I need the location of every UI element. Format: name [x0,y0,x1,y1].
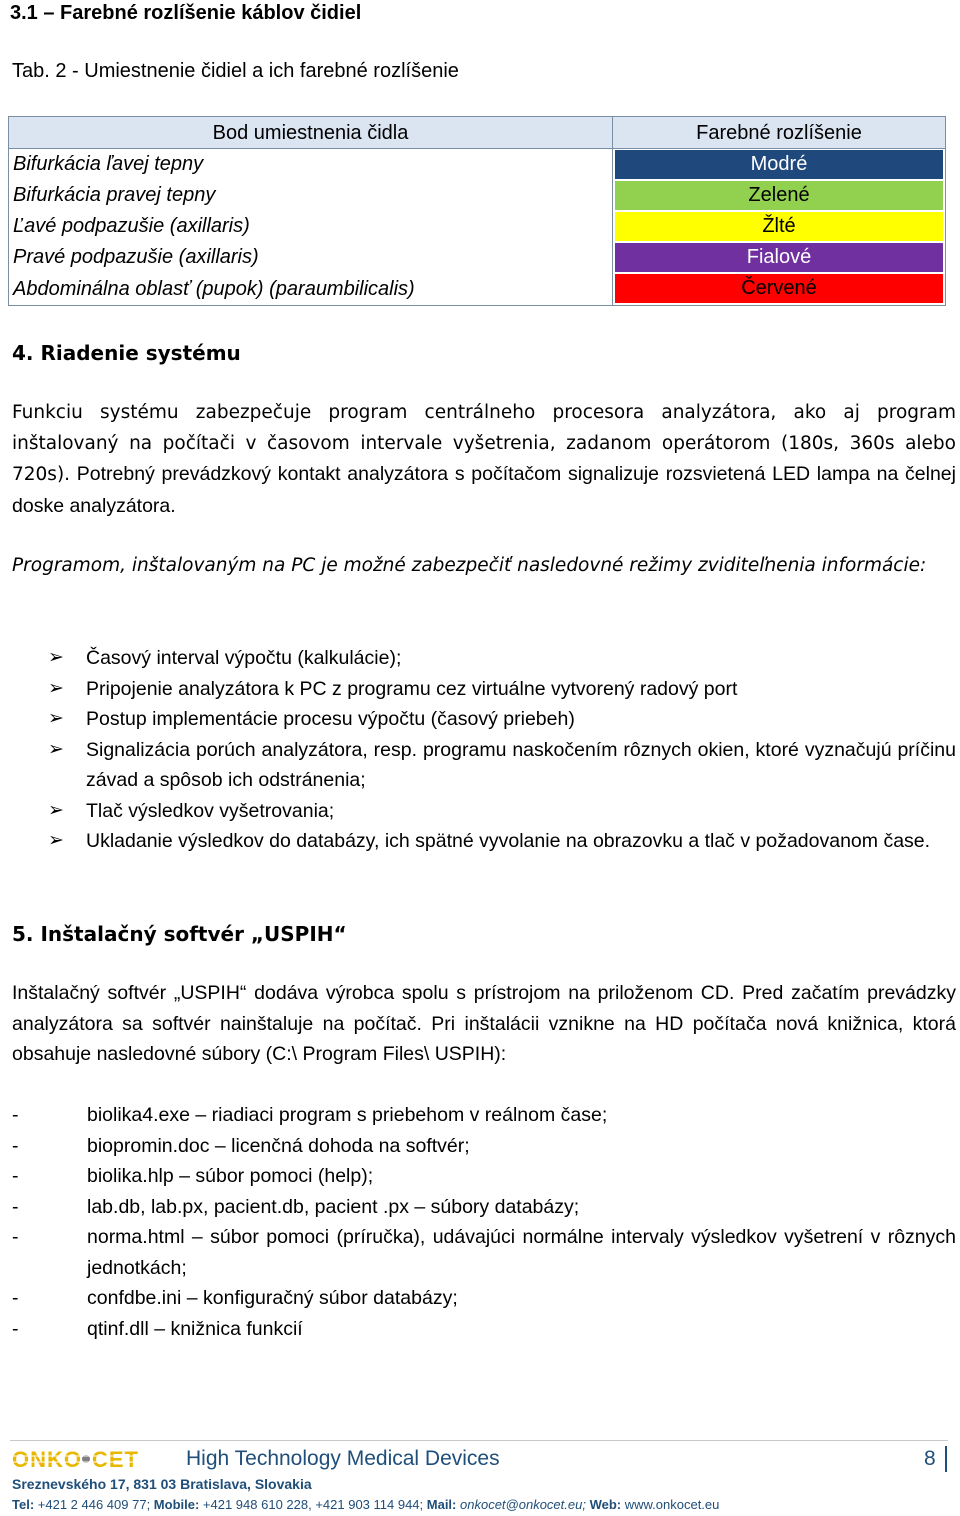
color-cell-yellow: Žlté [615,212,943,241]
svg-text:ONKO: ONKO [12,1447,82,1471]
list-item: - qtinf.dll – knižnica funkcií [12,1317,303,1340]
mobile-value: +421 948 610 228, +421 903 114 944; [199,1497,427,1512]
color-cell-purple: Fialové [615,243,943,272]
onkocet-logo [12,1447,158,1471]
footer-address: Sreznevského 17, 831 03 Bratislava, Slovakia [12,1476,312,1492]
list-item: ➢ Pripojenie analyzátora k PC z programu cez virtuálne vytvorený radový port [48,674,956,705]
table-row-location: Bifurkácia pravej tepny [13,184,216,206]
logo-graphic [12,1447,158,1471]
list-item: ➢ Postup implementácie procesu výpočtu (časový priebeh) [48,704,956,735]
color-cell-red: Červené [615,274,943,303]
section-heading: 3.1 – Farebné rozlíšenie káblov čidiel [10,2,362,24]
feature-list [48,643,956,857]
list-item: - confdbe.ini – konfiguračný súbor databázy; [12,1287,458,1309]
arrow-bullet-icon: ➢ [48,677,64,699]
arrow-bullet-icon: ➢ [48,738,64,760]
arrow-bullet-icon: ➢ [48,799,64,821]
table-row-location: Abdominálna oblasť (pupok) (paraumbilicalis) [13,278,415,300]
list-item: ➢ Tlač výsledkov vyšetrovania; [48,796,956,827]
tel-label: Tel: [12,1497,35,1512]
list-item: - biopromin.doc – licenčná dohoda na softvér; [12,1134,470,1157]
arrow-bullet-icon: ➢ [48,647,64,668]
arrow-bullet-icon: ➢ [48,708,64,729]
web-label: Web: [589,1497,622,1512]
table-header-color: Farebné rozlíšenie [613,117,945,149]
table-header-location: Bod umiestnenia čidla [9,117,612,149]
list-item: ➢ Ukladanie výsledkov do databázy, ich spätné vyvolanie na obrazovku a tlač v požadovanom čase. [48,826,956,857]
section4-intro: Programom, inštalovaným na PC je možné zabezpečiť nasledovné režimy zviditeľnenia informácie: [12,555,927,576]
color-cell-blue: Modré [615,150,943,179]
list-item: - biolika.hlp – súbor pomoci (help); [12,1165,374,1187]
web-link[interactable]: www.onkocet.eu [621,1497,720,1512]
arrow-bullet-icon: ➢ [48,830,64,851]
table-row-location: Bifurkácia ľavej tepny [13,153,204,175]
color-cell-green: Zelené [615,181,943,210]
table-column-color [612,116,946,306]
list-item: ➢ Signalizácia porúch analyzátora, resp. programu naskočením rôznych okien, ktoré vyznačujú príčinu závad a spôsob ich odstránenia; [48,735,956,796]
section4-heading: 4. Riadenie systému [12,341,241,365]
footer-divider [10,1440,948,1441]
footer-page-bar [945,1446,947,1472]
table-column-location [8,116,612,306]
table-caption: Tab. 2 - Umiestnenie čidiel a ich farebné rozlíšenie [12,60,459,82]
footer-contact [12,1497,719,1513]
list-item: ➢ Časový interval výpočtu (kalkulácie); [48,643,956,674]
mail-link[interactable]: onkocet@onkocet.eu; [456,1497,590,1512]
list-item: - biolika4.exe – riadiaci program s priebehom v reálnom čase; [12,1104,608,1126]
section4-paragraph [12,398,956,522]
mobile-label: Mobile: [153,1497,200,1512]
section4-paragraph-part2: Potrebný prevádzkový kontakt analyzátora s počítačom signalizuje rozsvietená LED lampa na čelnej doske analyzátora. [12,463,956,517]
table-row-location: Ľavé podpazušie (axillaris) [13,215,250,237]
list-item: - norma.html – súbor pomoci (príručka), udávajúci normálne intervaly výsledkov vyšetrení v rôznych jednotkách; [12,1226,956,1279]
svg-text:CET: CET [92,1447,139,1471]
section4-paragraph-part1: Funkciu systému zabezpečuje program centrálneho procesora analyzátora, ako aj program inštalovaný na počítači v časovom intervale vyšetrenia, zadanom operátorom (180s, 360s alebo 720s). [12,402,956,485]
footer-title: High Technology Medical Devices [186,1447,500,1470]
page-number: 8 [924,1447,936,1470]
color-table [8,116,946,306]
file-list [12,1100,956,1344]
section5-heading: 5. Inštalačný softvér „USPIH“ [12,922,347,946]
table-row-location: Pravé podpazušie (axillaris) [13,246,259,268]
tel-value: +421 2 446 409 77; [34,1497,154,1512]
section5-paragraph: Inštalačný softvér „USPIH“ dodáva výrobca spolu s prístrojom na priloženom CD. Pred začatím prevádzky analyzátora sa softvér nainštaluje na počítač. Pri inštalácii vznikne na HD počítača nová knižnica, ktorá obsahuje nasledovné súbory (C:\ Program Files\ USPIH): [12,982,956,1065]
list-item: - lab.db, lab.px, pacient.db, pacient .px – súbory databázy; [12,1195,580,1218]
mail-label: Mail: [426,1497,457,1512]
